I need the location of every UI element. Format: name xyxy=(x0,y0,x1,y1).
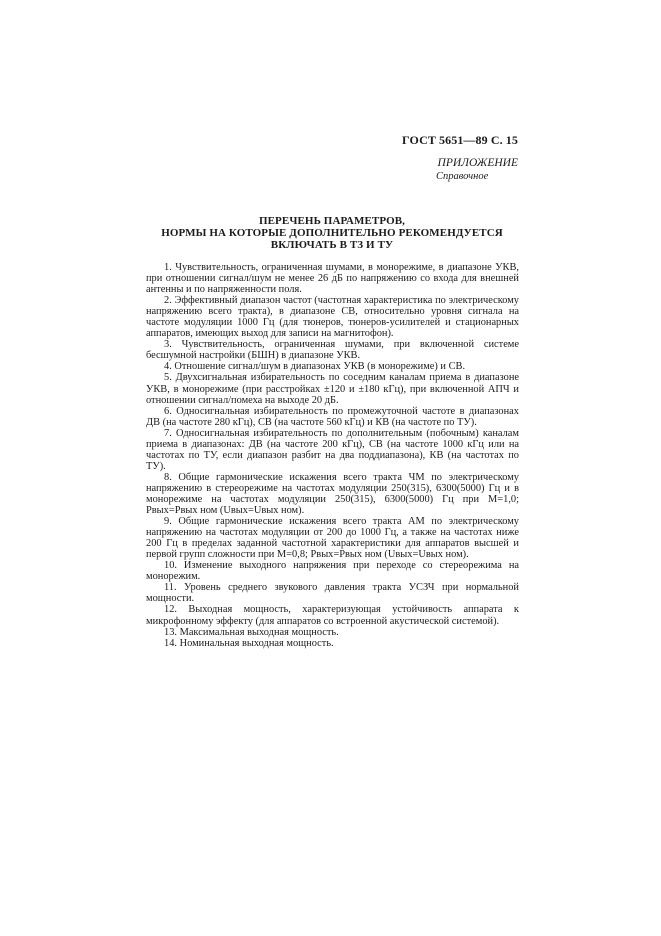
list-item: 3. Чувствительность, ограниченная шумами, при включенной системе бесшумной настройки (БШН) в диапазоне УКВ. xyxy=(146,339,519,362)
list-item: 10. Изменение выходного напряжения при переходе со стереорежима на монорежим. xyxy=(146,560,519,583)
list-item: 1. Чувствительность, ограниченная шумами, в монорежиме, в диапазоне УКВ, при отношении сигнал/шум не менее 26 дБ по напряжению со входа для внешней антенны и по напряженности поля. xyxy=(146,262,519,296)
document-title xyxy=(145,215,519,251)
parameter-list xyxy=(146,262,519,649)
appendix-subtitle: Справочное xyxy=(436,171,489,182)
page-header-standard: ГОСТ 5651—89 С. 15 xyxy=(402,133,518,147)
title-line-2: НОРМЫ НА КОТОРЫЕ ДОПОЛНИТЕЛЬНО РЕКОМЕНДУЕТСЯ xyxy=(161,227,503,239)
list-item: 11. Уровень среднего звукового давления тракта УСЗЧ при нормальной мощности. xyxy=(146,582,519,605)
list-item: 2. Эффективный диапазон частот (частотная характеристика по электрическому напряжению всего тракта), в диапазоне СВ, относительно уровня сигнала на частоте модуляции 1000 Гц (для тюнеров, тюнеров-усилителей и стационарных аппаратов, имеющих выход для записи на магнитофон). xyxy=(146,295,519,340)
list-item: 4. Отношение сигнал/шум в диапазонах УКВ (в монорежиме) и СВ. xyxy=(164,361,466,373)
title-line-3: ВКЛЮЧАТЬ В ТЗ И ТУ xyxy=(270,239,394,251)
appendix-label xyxy=(380,157,518,183)
appendix-title: ПРИЛОЖЕНИЕ xyxy=(437,157,518,169)
list-item: 9. Общие гармонические искажения всего тракта АМ по электрическому напряжению на частотах модуляции от 200 до 1000 Гц, а также на частотах ниже 200 Гц в пределах заданной частотной характеристики для аппаратов высшей и первой групп сложности при М=0,8; Pвых=Pвых ном (Uвых=Uвых ном). xyxy=(146,516,519,561)
list-item: 14. Номинальная выходная мощность. xyxy=(164,637,334,649)
list-item: 8. Общие гармонические искажения всего тракта ЧМ по электрическому напряжению в стереорежиме на частотах модуляции 250(315), 6300(5000) Гц и в монорежиме на частотах модуляции 250(315), 6300(5000) Гц при М=1,0; Pвых=Pвых ном (Uвых=Uвых ном). xyxy=(146,471,519,517)
list-item: 13. Максимальная выходная мощность. xyxy=(164,626,339,638)
list-item: 5. Двухсигнальная избирательность по соседним каналам приема в диапазоне УКВ, в монорежиме (при расстройках ±120 и ±180 кГц), при включенной АПЧ и отношении сигнал/помеха на выходе 20 дБ. xyxy=(146,372,519,406)
list-item: 7. Односигнальная избирательность по дополнительным (побочным) каналам приема в диапазонах: ДВ (на частоте 200 кГц), СВ (на частоте 1000 кГц или на частотах по ТУ, если диапазон разбит на два поддиапазона), КВ (на частотах по ТУ). xyxy=(146,427,519,472)
list-item: 6. Односигнальная избирательность по промежуточной частоте в диапазонах ДВ (на частоте 280 кГц), СВ (на частоте 560 кГц) и КВ (на частоте по ТУ). xyxy=(146,405,519,428)
title-line-1: ПЕРЕЧЕНЬ ПАРАМЕТРОВ, xyxy=(258,215,406,227)
list-item: 12. Выходная мощность, характеризующая устойчивость аппарата к микрофонному эффекту (для аппаратов со встроенной акустической системой). xyxy=(146,604,519,627)
